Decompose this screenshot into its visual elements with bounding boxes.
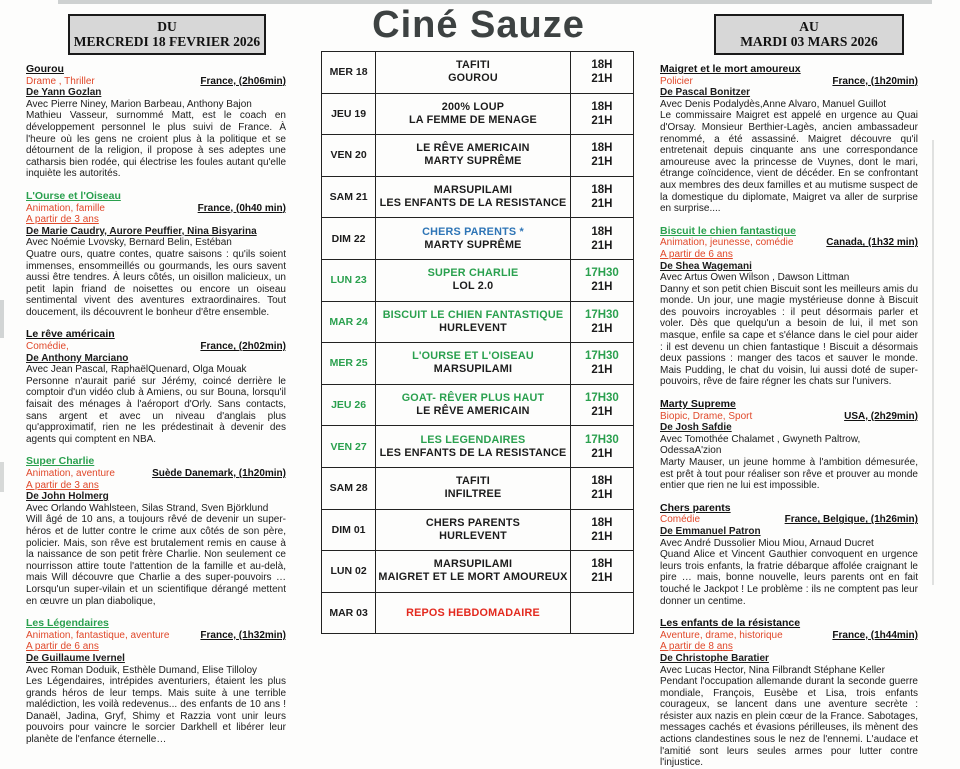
schedule-row (322, 509, 634, 551)
schedule-table (321, 51, 634, 634)
film-cast: Avec Tomothée Chalamet , Gwyneth Paltrow, OdessaA'zion (660, 433, 861, 457)
schedule-film-1: CHERS PARENTS * (422, 225, 524, 238)
film-genre: Animation, famille (26, 202, 105, 214)
schedule-row-weekly-closure (322, 592, 634, 634)
film-synopsis: Will âgé de 10 ans, a toujours rêvé de devenir un super-héros et de lutter contre le crime aux côtés de son père, policier. Mais, son rêve est brutalement remis en cause à la naissance de son petit frère Charlie. Non seulement ce nourrisson attire toute l'attention de la famille et au-delà, mais Will découvre que Charlie a des super-pouvoirs … Lorsqu'un super-vilain et un scientifique dérangé mettent en œuvre un plan diabolique, (26, 514, 286, 607)
schedule-date: DIM 01 (322, 509, 376, 551)
schedule-row (322, 384, 634, 426)
schedule-film-1: SUPER CHARLIE (427, 267, 519, 280)
schedule-film-2: HURLEVENT (439, 529, 507, 542)
schedule-date: MER 25 (322, 343, 376, 385)
schedule-film-2: MARTY SUPRÊME (424, 155, 522, 168)
film-title: Marty Supreme (660, 398, 736, 411)
schedule-time-2: 21H (591, 530, 613, 543)
film-title: Maigret et le mort amoureux (660, 63, 801, 75)
schedule-time-2: 21H (591, 572, 613, 585)
film-title: Gourou (26, 63, 64, 75)
schedule-time-1: 17H30 (584, 267, 619, 280)
film-genre: Biopic, Drame, Sport (660, 410, 753, 422)
film-block-ourse-et-oiseau (26, 191, 286, 319)
film-block-les-legendaires (26, 618, 286, 746)
film-genre: Animation, aventure (26, 468, 115, 479)
schedule-date: LUN 23 (322, 259, 376, 301)
film-synopsis: Personne n'aurait parié sur Jérémy, coincé derrière le comptoir d'un vidéo club à Amiens, ou sur Bouna, lorsqu'il faisait des ménages à l'aéroport d'Orly. Sans contacts, sans argent et avec un niveau d'anglais plus qu'approximatif, rien ne les prédestinait à devenir des agents qui comptent en NBA. (26, 375, 286, 445)
schedule-date: MAR 03 (322, 592, 376, 634)
film-title: Le rêve américain (26, 328, 115, 341)
film-country-duration: France, (1h20min) (832, 75, 918, 87)
film-cast: Avec Artus Owen Wilson , Dawson Littman (660, 272, 850, 284)
schedule-time-1: 18H (591, 225, 613, 238)
schedule-time-1: 18H (591, 184, 613, 197)
schedule-film-1: L'OURSE ET L'OISEAU (412, 350, 534, 363)
schedule-date: VEN 27 (322, 426, 376, 468)
schedule-date: MAR 24 (322, 301, 376, 343)
film-country-duration: Suède Danemark, (1h20min) (152, 468, 286, 479)
film-country-duration: France, (1h44min) (832, 629, 918, 641)
film-block-super-charlie (26, 456, 286, 607)
film-cast: Avec Denis Podalydès,Anne Alvaro, Manuel Guillot (660, 98, 887, 110)
schedule-film-1: REPOS HEBDOMADAIRE (406, 606, 540, 619)
schedule-time-1: 18H (591, 516, 613, 529)
film-genre: Drame , Thriller (26, 75, 95, 87)
schedule-film-2: LES ENFANTS DE LA RESISTANCE (379, 197, 567, 210)
film-cast: Avec Jean Pascal, RaphaëlQuenard, Olga Mouak (26, 364, 247, 376)
schedule-time-2: 21H (591, 198, 613, 211)
film-block-biscuit (660, 226, 918, 388)
schedule-time-1: 18H (591, 59, 613, 72)
schedule-film-1: CHERS PARENTS (425, 516, 521, 529)
film-director: De Josh Safdie (660, 422, 732, 434)
date-range-end-label: AU (799, 19, 819, 34)
film-cast: Avec Lucas Hector, Nina Filbrandt Stéphane Keller (660, 664, 885, 676)
film-country-duration: Canada, (1h32 min) (826, 237, 918, 249)
schedule-time-1: 18H (591, 558, 613, 571)
schedule-time-2: 21H (591, 239, 613, 252)
schedule-time-2: 21H (591, 406, 613, 419)
schedule-date: SAM 28 (322, 467, 376, 509)
film-block-chers-parents (660, 503, 918, 607)
schedule-time-1: 18H (591, 100, 613, 113)
film-age-rating: A partir de 3 ans (26, 479, 99, 491)
schedule-film-1: TAFITI (455, 475, 490, 488)
film-block-enfants-resistance (660, 618, 918, 769)
film-title: Biscuit le chien fantastique (660, 224, 796, 237)
film-cast: Avec Orlando Wahlsteen, Silas Strand, Sven Björklund (26, 502, 269, 514)
film-title: L'Ourse et l'Oiseau (26, 189, 121, 202)
film-title: Les enfants de la résistance (660, 617, 801, 630)
date-range-end-box (714, 14, 904, 55)
schedule-film-2: MARSUPILAMI (433, 363, 513, 376)
schedule-time-1: 17H30 (584, 433, 619, 446)
schedule-film-2: LOL 2.0 (452, 280, 494, 293)
schedule-time-2: 21H (591, 156, 613, 169)
film-cast: Avec André Dussolier Miou Miou, Arnaud Ducret (660, 537, 874, 549)
film-director: De Emmanuel Patron (660, 525, 761, 537)
schedule-film-2: INFILTREE (444, 488, 502, 501)
film-synopsis: Quand Alice et Vincent Gauthier convoquent en urgence leurs trois enfants, la fratrie débarque affolée craignant le pire … mais, bonne nouvelle, leurs parents ont en fait touché le Jackpot ! Le problème : ils ne comptent pas leur donner un centime. (660, 549, 918, 607)
film-cast: Avec Roman Doduik, Esthèle Dumand, Elise Tilloloy (26, 664, 258, 676)
film-synopsis: Quatre ours, quatre contes, quatre saisons : qu'ils soient immenses, ensommeillés ou gourmands, les ours savent aussi être tendres. À leurs côtés, un oisillon malicieux, un petit lapin friand de noisettes ou encore un oiseau sentimental vivent des aventures extraordinaires. Tout doucement, ils découvrent le bonheur d'être ensemble. (26, 248, 286, 318)
schedule-row (322, 551, 634, 593)
film-genre: Policier (660, 75, 693, 87)
schedule-row (322, 52, 634, 94)
schedule-film-2: LA FEMME DE MENAGE (408, 113, 537, 126)
schedule-time-1: 17H30 (584, 392, 619, 405)
schedule-row (322, 467, 634, 509)
schedule-row (322, 135, 634, 177)
film-director: De Guillaume Ivernel (26, 652, 125, 664)
schedule-time-2: 21H (591, 73, 613, 86)
schedule-row (322, 301, 634, 343)
schedule-time-2: 21H (591, 281, 613, 294)
schedule-time-2: 21H (591, 489, 613, 502)
film-block-reve-americain (26, 329, 286, 445)
schedule-film-1: MARSUPILAMI (433, 184, 513, 197)
scan-artifact (0, 462, 4, 492)
film-title: Chers parents (660, 501, 731, 514)
film-genre: Animation, jeunesse, comédie (660, 237, 794, 249)
schedule-time-2: 21H (591, 322, 613, 335)
film-age-rating: A partir de 8 ans (660, 641, 733, 653)
schedule-film-2: LES ENFANTS DE LA RESISTANCE (379, 446, 567, 459)
schedule-time-1: 18H (591, 142, 613, 155)
date-range-end-date: MARDI 03 MARS 2026 (740, 34, 878, 49)
film-country-duration: France, (2h06min) (200, 75, 286, 87)
schedule-row (322, 218, 634, 260)
schedule-time-1: 17H30 (584, 308, 619, 321)
film-synopsis: Les Légendaires, intrépides aventuriers, étaient les plus grands héros de leur temps. Mais suite à une terrible malédiction, les voilà redevenus... des enfants de 10 ans ! Danaël, Jadina, Gryf, Shimy et Razzia vont unir leurs pouvoirs pour vaincre le sorcier Darkhell et libérer leur planète de l'enfance éternelle… (26, 676, 286, 746)
film-synopsis: Le commissaire Maigret est appelé en urgence au Quai d'Orsay. Monsieur Berthier-Lagès, ancien ambassadeur renommé, a été assassiné. Maigret découvre qu'il entretenait depuis cinquante ans une correspondance amoureuse avec la princesse de Vuynes, dont le mari, étrange coïncidence, vient de décéder. En se confrontant aux membres des deux familles et au mutisme suspect de la domestique du diplomate, Maigret va aller de surprise en surprise.... (660, 110, 918, 215)
scan-artifact (932, 140, 934, 585)
schedule-time-2: 21H (591, 447, 613, 460)
date-range-start-label: DU (157, 19, 177, 34)
schedule-film-1: TAFITI (455, 59, 490, 72)
page-title: Ciné Sauze (372, 4, 585, 46)
film-age-rating: A partir de 6 ans (660, 248, 733, 260)
right-films-column (660, 8, 918, 769)
film-director: De Yann Gozlan (26, 87, 102, 99)
film-director: De John Holmerg (26, 491, 109, 503)
date-range-start-box (68, 14, 266, 55)
film-synopsis: Pendant l'occupation allemande durant la seconde guerre mondiale, François, Eusèbe et Lisa, trois enfants courageux, se lancent dans une aventure secrète : résister aux nazis en plein cœur de la France. Sabotages, messages cachés et évasions périlleuses, ils mènent des actions clandestines sous le nez de l'ennemi. L'audace et l'amitié sont leurs seules armes pour lutter contre l'injustice. (660, 676, 918, 769)
schedule-column (321, 0, 636, 679)
schedule-date: JEU 19 (322, 93, 376, 135)
scan-artifact (0, 300, 4, 338)
film-block-maigret (660, 64, 918, 215)
schedule-time-2: 21H (591, 364, 613, 377)
schedule-film-2: GOUROU (448, 72, 498, 85)
film-cast: Avec Noémie Lvovsky, Bernard Belin, Estéban (26, 237, 232, 249)
schedule-date: DIM 22 (322, 218, 376, 260)
schedule-time-1: 18H (591, 475, 613, 488)
film-title: Les Légendaires (26, 617, 109, 630)
schedule-row (322, 176, 634, 218)
film-cast: Avec Pierre Niney, Marion Barbeau, Anthony Bajon (26, 98, 252, 110)
schedule-film-1: 200% LOUP (441, 100, 505, 113)
schedule-film-1: LE RÊVE AMERICAIN (416, 142, 530, 155)
film-country-duration: USA, (2h29min) (844, 410, 918, 422)
schedule-film-2: LE RÊVE AMERICAIN (416, 405, 530, 418)
schedule-film-1: BISCUIT LE CHIEN FANTASTIQUE (382, 308, 564, 321)
left-films-column (26, 8, 286, 746)
schedule-film-2: HURLEVENT (439, 321, 507, 334)
date-range-start-date: MERCREDI 18 FEVRIER 2026 (73, 34, 261, 49)
schedule-row (322, 343, 634, 385)
film-director: De Pascal Bonitzer (660, 87, 751, 99)
schedule-row (322, 259, 634, 301)
film-age-rating: A partir de 3 ans (26, 214, 99, 226)
schedule-film-1: GOAT- RÊVER PLUS HAUT (401, 392, 545, 405)
schedule-date: JEU 26 (322, 384, 376, 426)
schedule-time-2: 21H (591, 114, 613, 127)
film-director: De Marie Caudry, Aurore Peuffier, Nina Bisyarina (26, 225, 257, 237)
film-title: Super Charlie (26, 455, 95, 468)
film-age-rating: A partir de 6 ans (26, 641, 99, 653)
film-country-duration: France, (1h32min) (200, 629, 286, 641)
film-director: De Christophe Baratier (660, 652, 769, 664)
schedule-film-2: MAIGRET ET LE MORT AMOUREUX (378, 571, 568, 584)
film-country-duration: France, Belgique, (1h26min) (784, 514, 918, 526)
film-country-duration: France, (2h02min) (200, 341, 286, 353)
film-block-marty-supreme (660, 399, 918, 492)
schedule-row (322, 426, 634, 468)
schedule-film-2: MARTY SUPRÊME (424, 238, 522, 251)
film-genre: Comédie, (26, 341, 69, 353)
film-director: De Anthony Marciano (26, 352, 129, 364)
film-genre: Animation, fantastique, aventure (26, 629, 170, 641)
schedule-film-1: LES LEGENDAIRES (420, 433, 526, 446)
schedule-row (322, 93, 634, 135)
schedule-film-1: MARSUPILAMI (433, 558, 513, 571)
film-synopsis: Danny et son petit chien Biscuit sont les meilleurs amis du monde. Un jour, une magie mystérieuse donne à Biscuit des pouvoirs incroyables : il peut désormais parler et voler. Dès que quelqu'un a besoin de lui, il met son masque, enfile sa cape et s'élance dans le ciel pour aider : il est devenu un chien fantastique ! Biscuit a désormais deux passions : manger des tacos et sauver le monde. Mais Pudding, le chat du voisin, lui aussi doté de super-pouvoirs, rêve de faire régner les chats sur l'univers. (660, 283, 918, 388)
schedule-date: MER 18 (322, 52, 376, 94)
film-genre: Comédie (660, 514, 701, 526)
schedule-date: VEN 20 (322, 135, 376, 177)
film-director: De Shea Wagemani (660, 260, 752, 272)
schedule-date: LUN 02 (322, 551, 376, 593)
film-synopsis: Marty Mauser, un jeune homme à l'ambition démesurée, est prêt à tout pour réaliser son rêve et prouver au monde entier que rien ne lui est impossible. (660, 457, 918, 492)
film-block-gourou (26, 64, 286, 180)
film-country-duration: France, (0h40 min) (197, 202, 286, 214)
schedule-date: SAM 21 (322, 176, 376, 218)
film-genre: Aventure, drame, historique (660, 629, 783, 641)
schedule-time-1: 17H30 (584, 350, 619, 363)
film-synopsis: Mathieu Vasseur, surnommé Matt, est le coach en développement personnel le plus suivi de France. À l'heure où les gens ne croient plus à la politique et se détournent de la religion, il propose à ses adeptes une catharsis bien rodée, qui électrise les foules autant qu'elle inquiète les autorités. (26, 110, 286, 180)
